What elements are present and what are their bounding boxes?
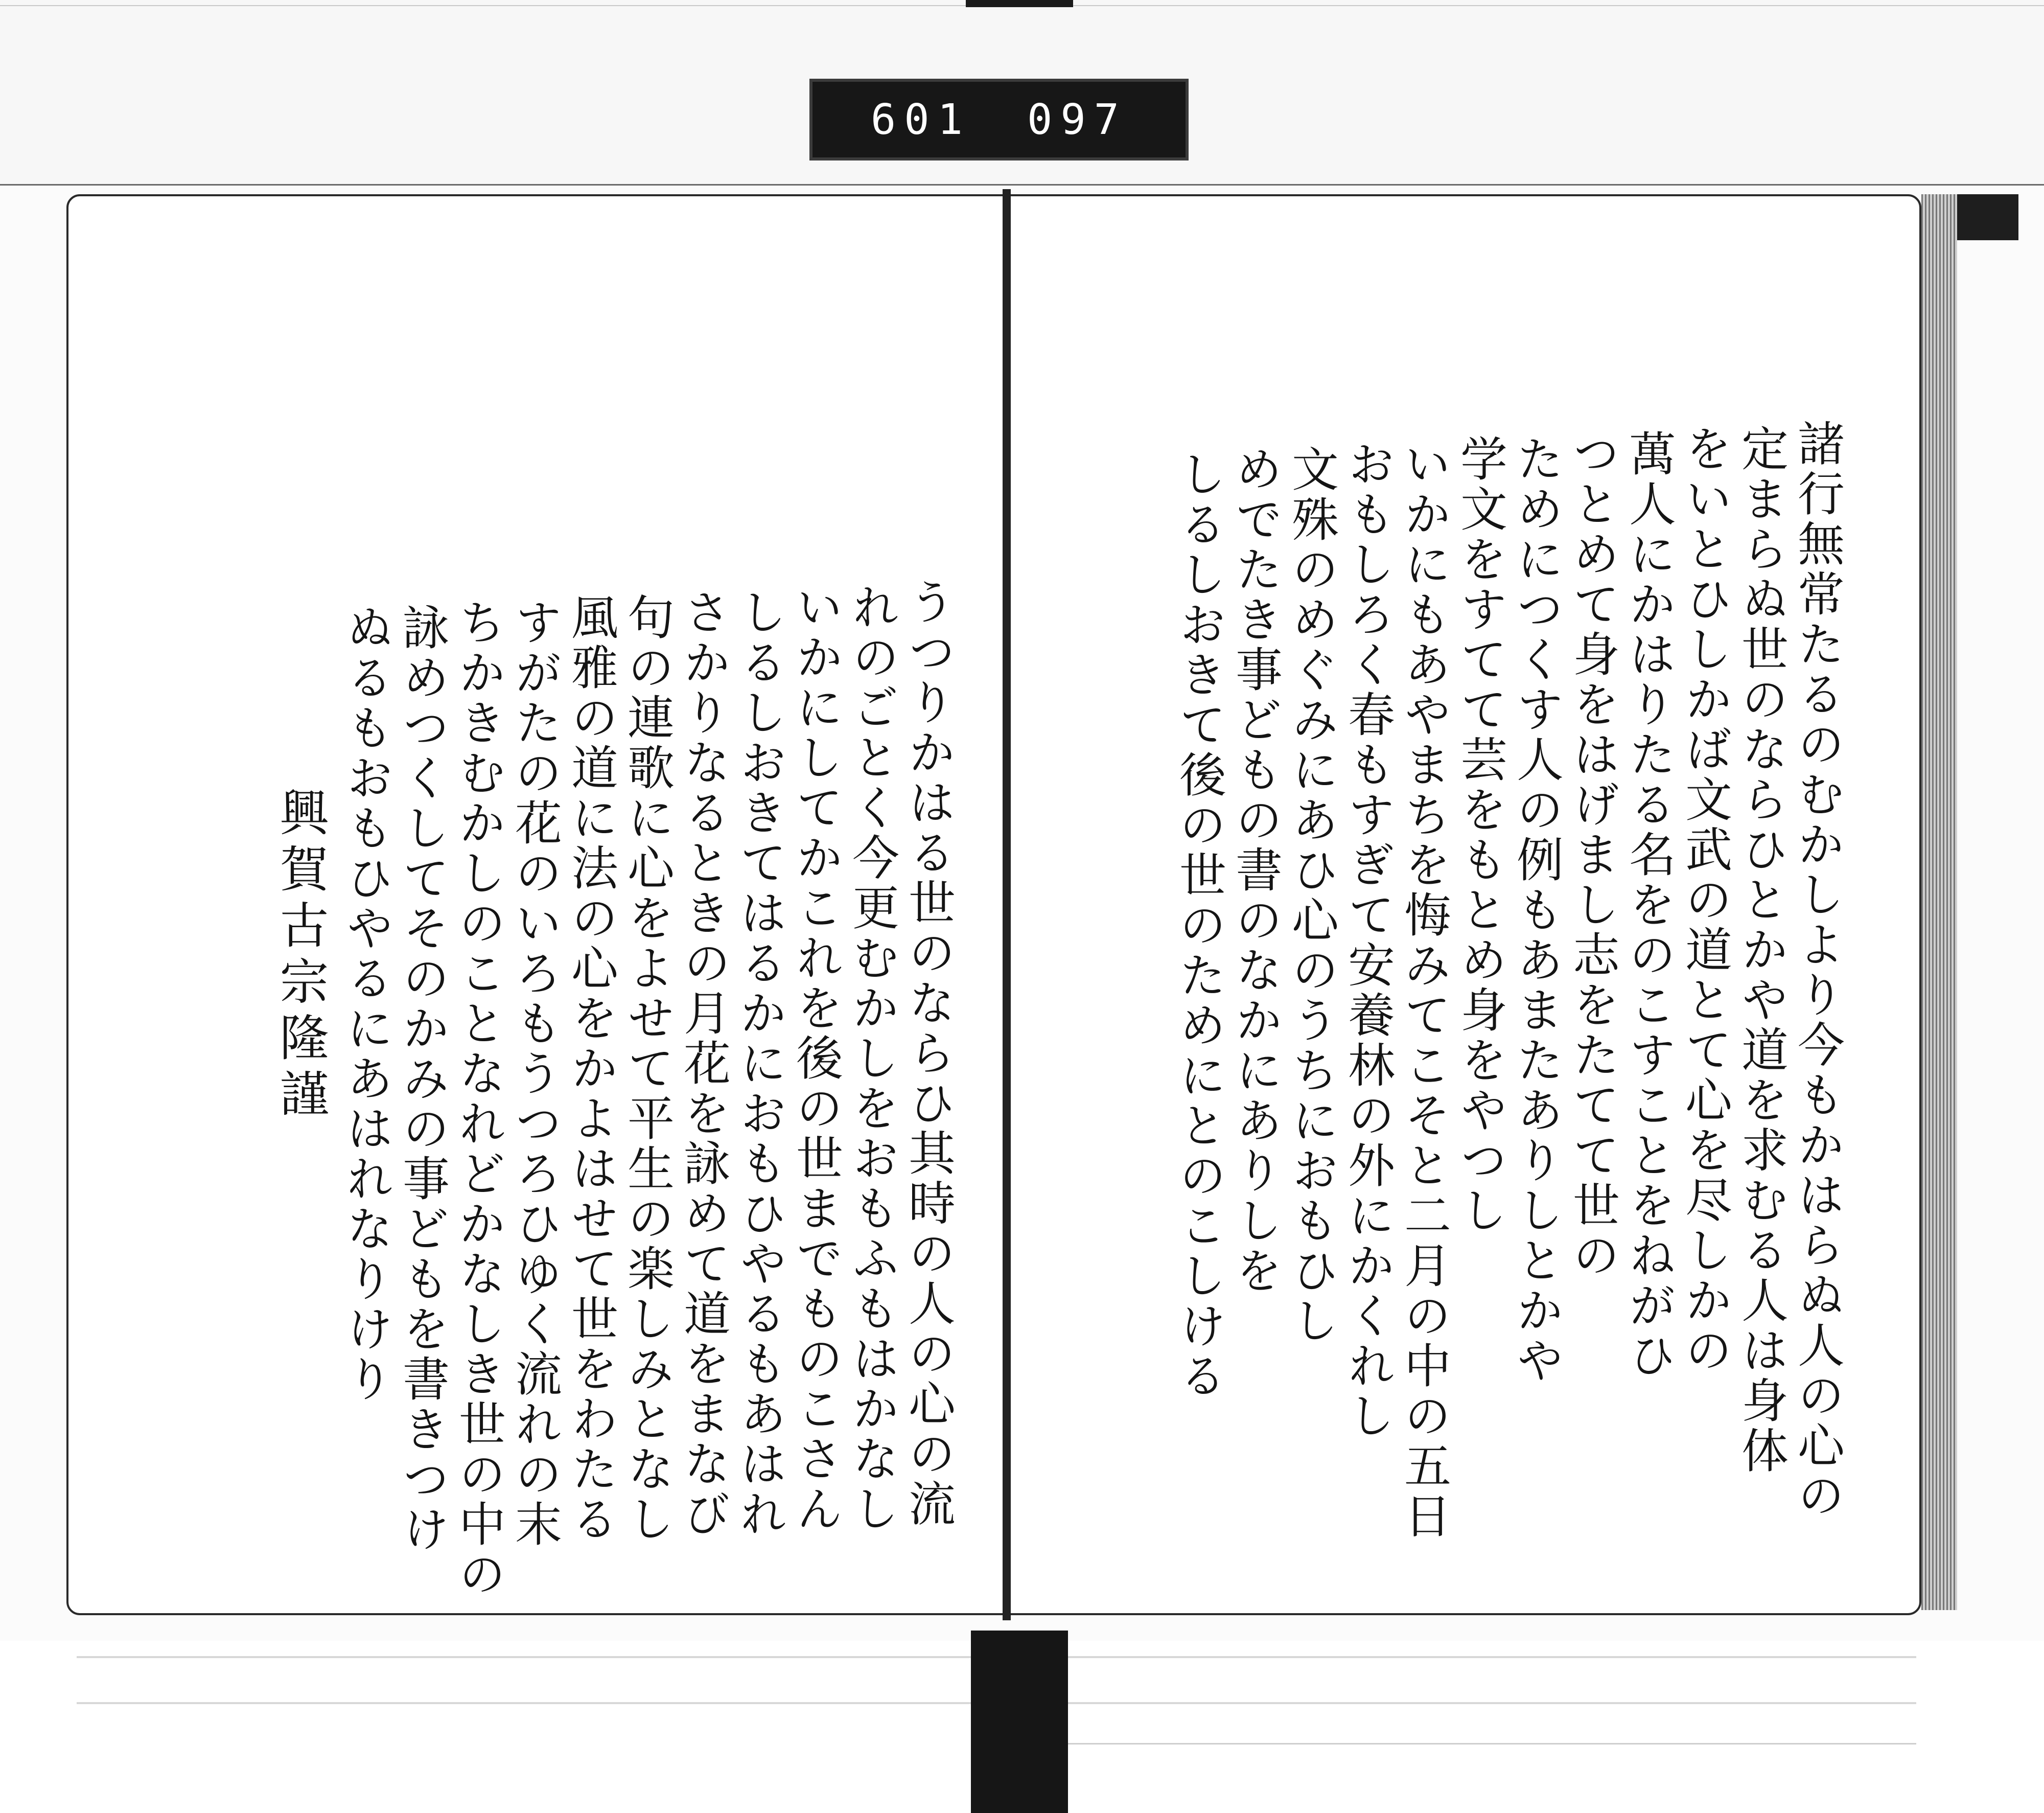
right-page-column-4: 萬人にかはりたる名をのこすことをねがひ [1621, 429, 1676, 1381]
right-page-column-11: めでたき事どもの書のなかにありしを [1228, 445, 1283, 1296]
page-fore-edge [1921, 194, 1957, 1610]
left-page-column-4: しるしおきてはるかにおもひやるもあはれ [732, 588, 787, 1540]
left-page-column-5: さかりなるときの月花を詠めて道をまなび [676, 588, 731, 1540]
frame-number-left: 601 [870, 95, 971, 144]
right-page-column-8: いかにもあやまちを悔みてこそと二月の中の五日 [1397, 440, 1451, 1542]
right-page-column-6: ためにつくす人の例もあまたありしとかや [1509, 434, 1564, 1386]
left-page-column-11: ぬるもおもひやるにあはれなりけり [339, 603, 393, 1405]
right-page-column-5: つとめて身をはげまし志をたてて世の [1565, 429, 1620, 1281]
right-page-column-9: おもしろく春もすぎて安養林の外にかくれし [1340, 440, 1395, 1441]
left-page-column-3: いかにしてかこれを後の世までものこさん [788, 583, 843, 1534]
right-page-column-3: をいとひしかば文武の道とて心を尽しかの [1678, 424, 1732, 1376]
edge-dark-band [1957, 194, 2018, 240]
right-page-column-2: 定まらぬ世のならひとかや道を求むる人は身体 [1734, 424, 1788, 1476]
right-page-column-1: 諸行無常たるのむかしより今もかはらぬ人の心の [1790, 419, 1845, 1521]
top-film-mark [966, 0, 1073, 7]
open-book [61, 184, 1942, 1636]
left-page-column-7: 風雅の道に法の心をかよはせて世をわたる [564, 593, 618, 1545]
frame-number-right: 097 [1027, 95, 1128, 144]
bottom-film-mark [971, 1631, 1068, 1813]
left-page-column-10: 詠めつくしてそのかみの事どもを書きつけ [395, 603, 450, 1555]
bottom-rule-3 [1048, 1743, 1916, 1745]
author-signature: 興賀古宗隆謹 [272, 787, 329, 1124]
book-gutter [1003, 189, 1011, 1620]
left-page-column-9: ちかきむかしのことなれどかなしき世の中の [451, 598, 506, 1600]
left-page-column-6: 句の連歌に心をよせて平生の楽しみとなし [620, 593, 675, 1545]
right-page-column-12: しるしおきて後の世のためにとのこしける [1172, 450, 1226, 1402]
left-page-column-1: うつりかはる世のならひ其時の人の心の流 [901, 578, 956, 1529]
left-page-column-2: れのごとく今更むかしをおもふもはかなし [845, 583, 899, 1534]
right-page-column-7: 学文をすてて芸をもとめ身をやつし [1453, 434, 1507, 1236]
left-page-column-8: すがたの花のいろもうつろひゆく流れの末 [507, 598, 562, 1550]
microfilm-frame-label [812, 82, 1186, 157]
right-page-column-10: 文殊のめぐみにあひ心のうちにおもひし [1284, 445, 1339, 1346]
